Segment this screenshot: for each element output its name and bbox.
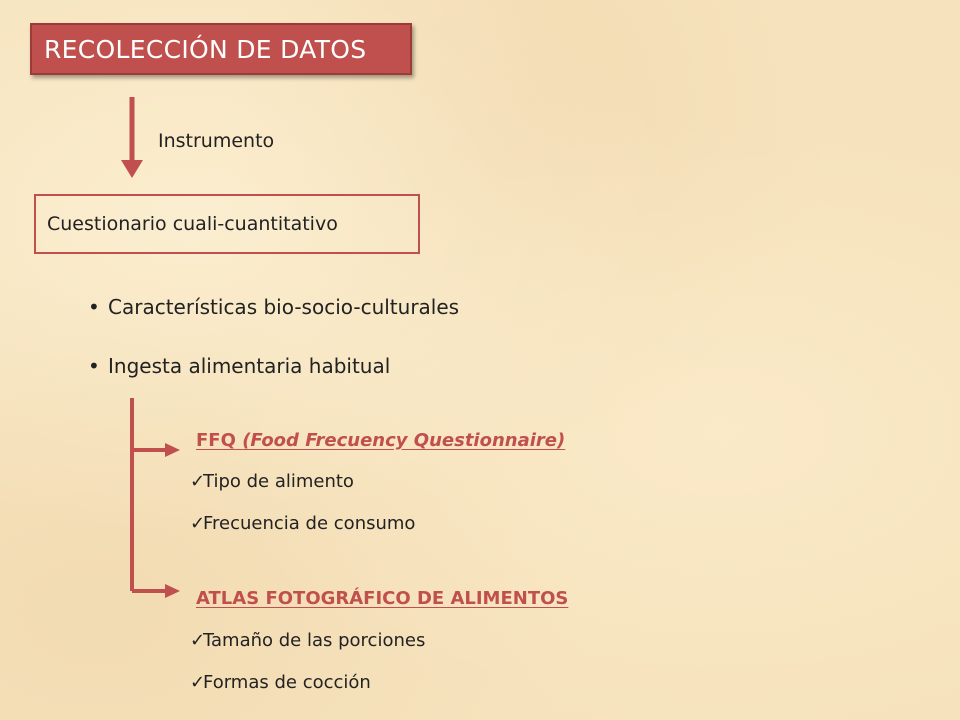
check-item bbox=[190, 630, 425, 651]
check-text: Tamaño de las porciones bbox=[203, 630, 426, 651]
check-text: Tipo de alimento bbox=[203, 471, 354, 492]
ffq-expansion: (Food Frecuency Questionnaire) bbox=[242, 430, 566, 451]
title-text: RECOLECCIÓN DE DATOS bbox=[44, 34, 367, 64]
bullet-dot: • bbox=[88, 354, 100, 378]
check-icon: ✓ bbox=[190, 672, 206, 693]
bullet-text: Características bio-socio-culturales bbox=[108, 295, 460, 319]
down-arrow-head bbox=[121, 160, 143, 178]
bullet-item bbox=[88, 295, 459, 319]
check-icon: ✓ bbox=[190, 513, 206, 534]
bracket-arrow-2-head bbox=[165, 584, 180, 598]
check-item bbox=[190, 513, 415, 534]
check-item bbox=[190, 471, 354, 492]
check-icon: ✓ bbox=[190, 471, 206, 492]
check-icon: ✓ bbox=[190, 630, 206, 651]
check-item bbox=[190, 672, 371, 693]
atlas-heading: ATLAS FOTOGRÁFICO DE ALIMENTOS bbox=[196, 588, 569, 609]
bullet-dot: • bbox=[88, 295, 100, 319]
bracket-arrow-1-head bbox=[165, 443, 180, 457]
check-text: Frecuencia de consumo bbox=[203, 513, 416, 534]
ffq-heading bbox=[196, 430, 565, 451]
check-text: Formas de cocción bbox=[203, 672, 371, 693]
ffq-abbr: FFQ bbox=[196, 430, 236, 451]
instrument-box bbox=[34, 194, 420, 254]
arrow-label: Instrumento bbox=[158, 130, 275, 152]
bullet-text: Ingesta alimentaria habitual bbox=[108, 354, 391, 378]
bullet-item bbox=[88, 354, 390, 378]
instrument-text: Cuestionario cuali-cuantitativo bbox=[47, 213, 338, 235]
